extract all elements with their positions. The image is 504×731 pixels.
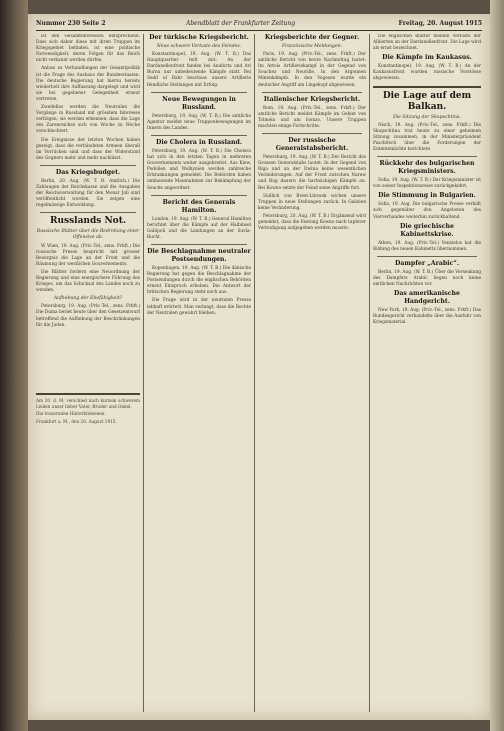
paragraph: Die englischen Blätter melden Verluste der Alliierten an der Dardanellenfront. Die Lage wird als ernst bezeichnet. — [373, 34, 481, 52]
headline: Die Stimmung in Bulgarien. — [378, 192, 476, 200]
headline: Bericht des Generals Hamilton. — [162, 198, 236, 214]
masthead — [36, 18, 482, 31]
paragraph: Sofia, 19. Aug. Die bulgarische Presse verhält sich gegenüber den Angeboten des Vierverbandes weiterhin zurückhaltend. — [373, 202, 481, 220]
paragraph: Sofia, 19. Aug. (W. T. B.) Der Kriegsminister ist von seiner Inspektionsreise zurückgekehrt. — [373, 178, 481, 190]
paragraph: Petersburg, 19. Aug. (W. T. B.) Der Bericht des Grossen Generalstabs lautet: In der Gegend von Riga und an der Dwina keine wesentlichen Veränderungen. Auf der Front zwischen Narew und Bug dauern die hartnäckigen Kämpfe an. Bei Kowno setzte der Feind seine Angriffe fort. — [258, 155, 366, 191]
divider — [151, 135, 247, 136]
column-3 — [258, 34, 366, 712]
paragraph: Petersburg, 20. Aug. (W. T. B.) Ergänzend wird gemeldet, dass die Festung Kowno nach tapferer Verteidigung aufgegeben werden musste. — [258, 213, 366, 232]
subheadline: Französische Meldungen. — [282, 44, 342, 49]
divider — [262, 92, 362, 93]
column-rule — [143, 34, 144, 712]
column-2 — [147, 34, 251, 712]
divider — [373, 86, 481, 88]
paragraph: Petersburg, 19. Aug. (Priv.-Tel., zens. Frkft.) Die Duma beriet heute über den Gesetzentwurf betreffend die Aufhebung der Beschränkungen für die Juden. — [36, 304, 140, 328]
paragraph: Die Ereignisse der letzten Wochen haben gezeigt, dass die verbündeten Armeen überall im Vorrücken sind und dass der Widerstand des Gegners mehr und mehr nachlässt. — [36, 137, 140, 161]
issue-number: Nummer 230 Seite 2 — [36, 20, 106, 27]
subheadline: Aufhebung der Ehefähigkeit? — [53, 296, 123, 302]
notice-text: Am 20. d. M. verschied nach kurzem schwerem Leiden unser lieber Vater, Bruder und Onkel. — [36, 398, 140, 409]
divider — [377, 256, 477, 257]
headline: Rückkehr des bulgarischen Kriegsministers. — [379, 160, 475, 176]
headline: Italienischer Kriegsbericht. — [263, 95, 361, 103]
paragraph: Die Frage wird in der neutralen Presse lebhaft erörtert. Man verlangt, dass die Rechte der Neutralen gewahrt bleiben. — [147, 298, 251, 316]
paragraph: W Wien, 19. Aug. (Priv.-Tel., zens. Frkft.) Die russische Presse bespricht mit grosser Besorgnis die Lage an der Front und die Räumung der westlichen Gouvernements. — [36, 243, 140, 267]
headline: Kriegsberichte der Gegner. — [264, 34, 360, 41]
paragraph: London, 19. Aug. (W. T. B.) General Hamilton berichtet über die Kämpfe auf der Halbinsel Gallipoli und die Landungen an der Suvla-Bucht. — [147, 216, 251, 240]
page-edge — [490, 0, 504, 731]
headline: Neue Bewegungen in Russland. — [162, 95, 236, 111]
headline: Die Cholera in Russland. — [155, 138, 243, 146]
headline: Der russische Generalstabsbericht. — [275, 137, 349, 153]
divider — [40, 165, 136, 166]
divider — [36, 393, 140, 395]
subheadline: Russische Blätter über die Bedrohung einer Offensive ab. — [36, 229, 140, 241]
newspaper-page — [28, 14, 490, 720]
divider — [377, 156, 477, 157]
divider — [151, 244, 247, 245]
column-rule — [254, 34, 255, 712]
paragraph: Berlin, 20. Aug. (W. T. B. Amtlich.) Die Zahlungen der Reichskasse und die Ausgaben der Reichsverwaltung für den Monat Juli sind veröffentlicht worden. Sie zeigen eine regelmässige Entwicklung. — [36, 178, 140, 209]
divider — [151, 92, 247, 93]
headline: Der türkische Kriegsbericht. — [149, 34, 249, 41]
headline: Das Kriegsbudget. — [55, 168, 121, 176]
issue-date: Freitag, 20. August 1915 — [398, 20, 482, 27]
headline: Das amerikanische Handgericht. — [394, 290, 460, 306]
column-rule — [369, 34, 370, 712]
paragraph: Konstantinopel, 19. Aug. (W. T. B.) Das Hauptquartier teilt mit: An der Dardanellenfront fanden bei Anaforta und Ari Burnu nur unbedeutende Kämpfe statt. Bei Sedd ul Bahr beschoss unsere Artillerie feindliche Stellungen mit Erfolg. — [147, 52, 251, 88]
column-1 — [36, 34, 140, 380]
paragraph: New York, 19. Aug. (Priv.-Tel., zens. Frkft.) Das Bundesgericht verhandelte über die Ausfuhr von Kriegsmaterial. — [373, 308, 481, 326]
paragraph: Südlich von Brest-Litowsk wichen unsere Truppen in neue Stellungen zurück. In Galizien keine Veränderung. — [258, 193, 366, 211]
paragraph: Petersburg, 19. Aug. (W. T. B.) Die amtliche Agentur meldet neue Truppenbewegungen im Innern des Landes. — [147, 113, 251, 131]
headline: Die griechische Kabinettskrise. — [400, 222, 454, 238]
paragraph: Rom, 19. Aug. (Priv.-Tel., zens. Frkft.) Der amtliche Bericht meldet Kämpfe im Gebiet von Tolmein und am Isonzo. Unsere Truppen machten einige Fortschritte. — [258, 105, 366, 129]
divider — [151, 195, 247, 196]
divider — [262, 133, 362, 134]
paragraph: Die Blätter fordern eine Neuordnung der Regierung und eine energischere Führung des Krieges, um das Schicksal des Landes noch zu wenden. — [36, 269, 140, 294]
subheadline: Die Sitzung der Skupschtina. — [392, 114, 462, 120]
headline: Dampfer „Arabic“. — [394, 259, 460, 267]
headline: Die Lage auf dem Balkan. — [382, 90, 472, 112]
headline: Die Beschlagnahme neutraler Postsendungen. — [147, 247, 251, 263]
paragraph: ist den Gesamtinteressen entsprechend. Dass sich daher diese mit ihren Truppen im Kriegsgebiet befinden, ist eine politische Notwendigkeit, deren Folgen für das Reich nicht verkannt werden dürfen. — [36, 34, 140, 64]
paragraph: Nisch, 19. Aug. (Priv.-Tel., zens. Frkft.) Die Skupschtina trat heute zu einer geheimen Sitzung zusammen, in der Ministerpräsident Paschitsch über die Forderungen der Ententemächte berichtete. — [373, 122, 481, 153]
notice-text: Frankfurt a. M., den 20. August 1915. — [36, 418, 117, 424]
paragraph: Athen, 19. Aug. (Priv.-Tel.) Venizelos hat die Bildung des neuen Kabinetts übernommen. — [373, 240, 481, 252]
subheadline: Neue schwere Verluste des Feindes. — [156, 44, 242, 49]
paragraph: Paris, 19. Aug. (Priv.-Tel., zens. Frkft.) Der amtliche Bericht von heute Nachmittag lautet: Im Artois Artilleriekampf in der Gegend von Souchez und Neuville. In den Argonnen Minenkämpfe. In den Vogesen wurde ein deutscher Angriff am Lingekopf abgewiesen. — [258, 52, 366, 88]
divider — [40, 212, 136, 213]
paragraph: Kopenhagen, 19. Aug. (W. T. B.) Die dänische Regierung hat gegen die Beschlagnahme der Postsendungen durch die englischen Behörden erneut Einspruch erhoben. Die Antwort der britischen Regierung steht noch aus. — [147, 265, 251, 296]
paragraph: Petersburg, 19. Aug. (W. T. B.) Die Cholera hat sich in den letzten Tagen in mehreren Gouvernements weiter ausgebreitet. Aus Kiew, Podolien und Wolhynien werden zahlreiche Erkrankungen gemeldet. Die Behörden haben umfassende Massnahmen zur Bekämpfung der Seuche angeordnet. — [147, 148, 251, 191]
paragraph: Berlin, 19. Aug. (W. T. B.) Über die Versenkung des Dampfers Arabic liegen noch keine amtlichen Nachrichten vor. — [373, 269, 481, 287]
notice-block — [36, 390, 140, 712]
notice-text: Die trauernden Hinterbliebenen. — [36, 411, 106, 417]
paragraph: Anlass zu Verhandlungen der Gesamtpolitik ist die Frage des Ausbaus der Bundesstaaten. Die deutsche Regierung hat hierzu bereits wiederholt ihre Auffassung dargelegt und wird sie bei gegebener Gelegenheit erneut vertreten. — [36, 66, 140, 102]
headline: Russlands Not. — [50, 216, 126, 227]
paragraph: Zweifellos werden die Neutralen die Vorgänge in Russland mit grösstem Interesse verfolgen; sie werden erkennen, dass die Lage des Zarenreiches sich von Woche zu Woche verschlechtert. — [36, 105, 140, 135]
headline: Die Kämpfe im Kaukasus. — [382, 54, 472, 62]
newspaper-title: Abendblatt der Frankfurter Zeitung — [186, 20, 296, 27]
paragraph: Konstantinopel, 19. Aug. (W. T. B.) An der Kaukasusfront wurden russische Vorstösse abgewiesen. — [373, 64, 481, 82]
book-spine — [0, 0, 28, 731]
column-4 — [373, 34, 481, 712]
